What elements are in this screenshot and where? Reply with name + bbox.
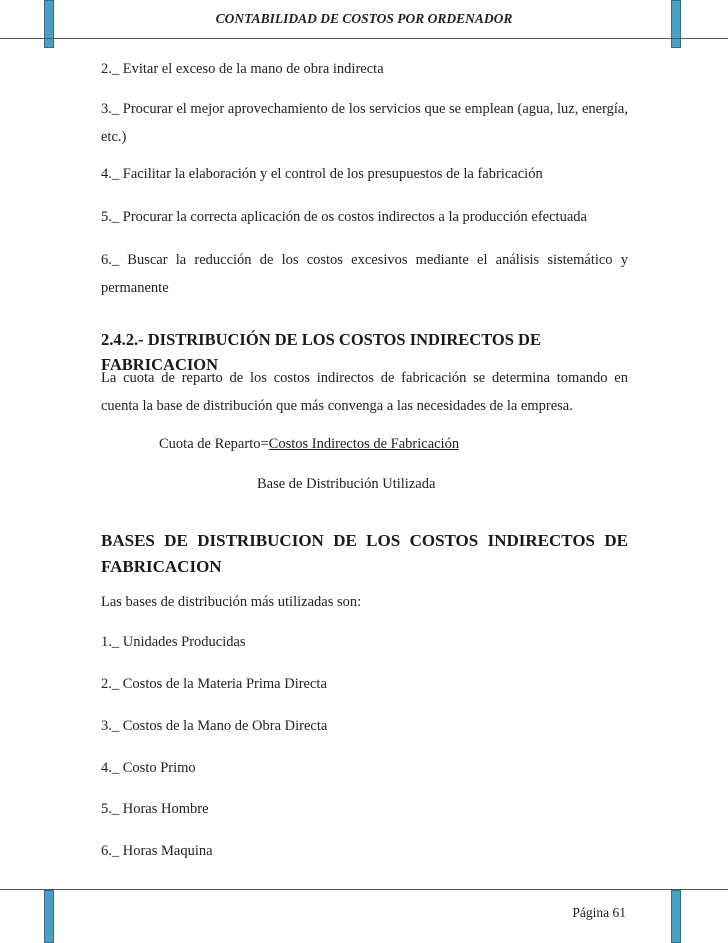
list-item: 5._ Horas Hombre (101, 801, 209, 817)
page-header-title: CONTABILIDAD DE COSTOS POR ORDENADOR (215, 11, 513, 26)
bases-heading: BASES DE DISTRIBUCION DE LOS COSTOS INDIRECTOS DE FABRICACION (101, 531, 628, 576)
formula (159, 432, 619, 456)
list-item: 6._ Buscar la reducción de los costos excesivos mediante el análisis sistemático y permanente (101, 252, 628, 296)
list-item: 2._ Costos de la Materia Prima Directa (101, 676, 327, 692)
formula-denominator: Base de Distribución Utilizada (257, 476, 436, 492)
list-item: 1._ Unidades Producidas (101, 634, 246, 650)
page-number: Página 61 (572, 905, 626, 920)
formula-label: Cuota de Reparto= (159, 436, 269, 452)
list-item: 3._ Costos de la Mano de Obra Directa (101, 718, 328, 734)
header-rule (0, 38, 728, 39)
list-item: 6._ Horas Maquina (101, 843, 213, 859)
section-paragraph: La cuota de reparto de los costos indirectos de fabricación se determina tomando en cuenta la base de distribución que más convenga a las necesidades de la empresa. (101, 370, 628, 414)
list-item: 4._ Costo Primo (101, 760, 196, 776)
section-heading: 2.4.2.- DISTRIBUCIÓN DE LOS COSTOS INDIRECTOS DE FABRICACION (101, 330, 541, 374)
list-item: 4._ Facilitar la elaboración y el control de los presupuestos de la fabricación (101, 166, 543, 182)
footer-left-bar (44, 890, 54, 943)
list-item: 2._ Evitar el exceso de la mano de obra indirecta (101, 61, 384, 77)
footer-right-bar (671, 890, 681, 943)
footer-rule (0, 889, 728, 890)
list-item: 3._ Procurar el mejor aprovechamiento de los servicios que se emplean (agua, luz, energía, etc.) (101, 101, 628, 145)
list-item: 5._ Procurar la correcta aplicación de os costos indirectos a la producción efectuada (101, 209, 587, 225)
formula-numerator: Costos Indirectos de Fabricación (268, 436, 460, 452)
bases-intro: Las bases de distribución más utilizadas son: (101, 594, 362, 610)
